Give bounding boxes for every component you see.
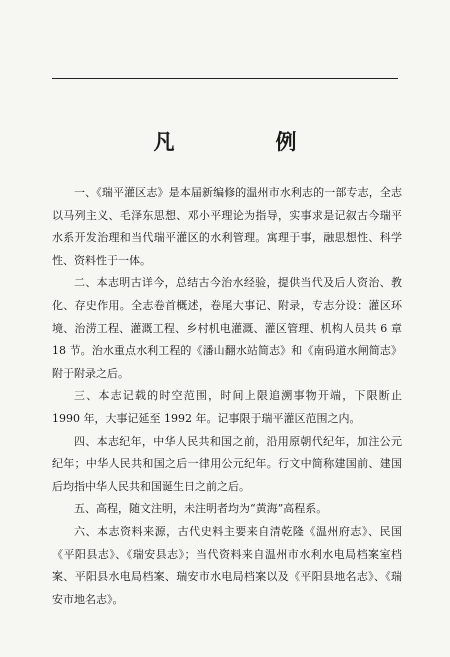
paragraph-6: 六、本志资料来源，古代史料主要来自清乾隆《温州府志》、民国《平阳县志》、《瑞安县志》；当代资料来自温州市水利水电局档案室档案、平阳县水电局档案、瑞安市水电局档案以及《平阳县地名志》、《瑞安市地名志》。: [52, 524, 402, 606]
paragraph-4: 四、本志纪年，中华人民共和国之前，沿用原朝代纪年，加注公元纪年；中华人民共和国之后一律用公元纪年。行文中简称建国前、建国后均指中华人民共和国诞生日之前之后。: [52, 434, 402, 493]
body-text: [52, 182, 402, 611]
paragraph-1: 一、《瑞平灌区志》是本届新编修的温州市水利志的一部专志，全志以马列主义、毛泽东思想、邓小平理论为指导，实事求是记叙古今瑞平水系开发治理和当代瑞平灌区的水利管理。寓理于事，融思想性、科学性、资料性于一体。: [52, 186, 402, 267]
header-rule: [52, 78, 398, 79]
paragraph-3: 三、本志记载的时空范围，时间上限追溯事物开端，下限断止 1990 年，大事记延至 1992 年。记事限于瑞平灌区范围之内。: [52, 389, 402, 425]
paragraph-2: 二、本志明古详今，总结古今治水经验，提供当代及后人资治、教化、存史作用。全志卷首概述，卷尾大事记、附录，专志分设：灌区环境、治涝工程、灌溉工程、乡村机电灌溉、灌区管理、机构人员共 6 章 18 节。治水重点水利工程的《潘山翻水站简志》和《南码道水闸简志》附于附录之后。: [52, 276, 402, 380]
paragraph-5: 五、高程，随文注明，未注明者均为“黄海”高程系。: [74, 502, 328, 516]
page-title: 凡 例: [153, 129, 337, 154]
